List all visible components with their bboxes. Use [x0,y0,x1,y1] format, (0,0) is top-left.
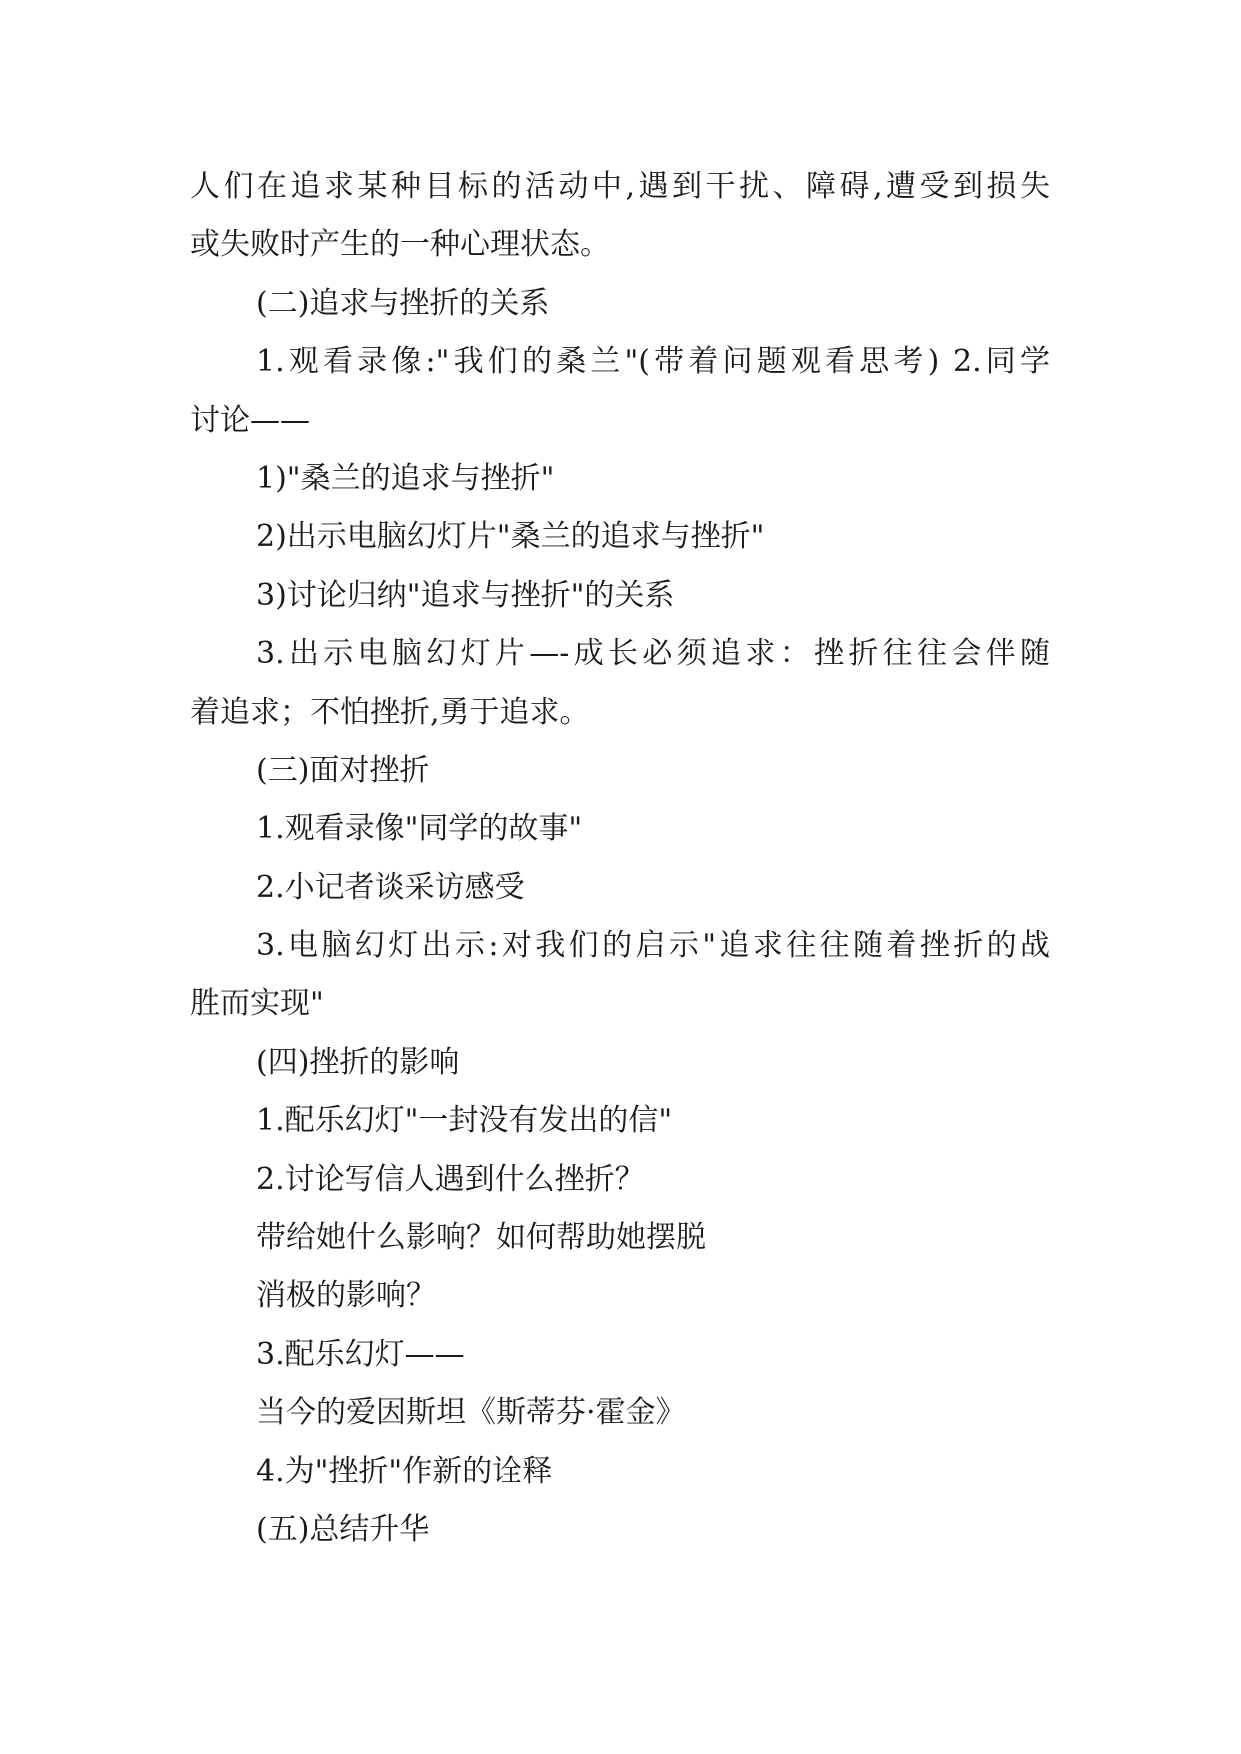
text-line: (三)面对挫折 [256,752,430,788]
text-line: 1)"桑兰的追求与挫折" [256,460,555,496]
text-line: 2.小记者谈采访感受 [256,869,525,905]
text-line: 人们在追求某种目标的活动中,遇到干扰、障碍,遭受到损失 [190,169,1050,204]
text-line: 着追求；不怕挫折,勇于追求。 [190,694,590,730]
text-line: 3.出示电脑幻灯片—-成长必须追求：挫折往往会伴随 [256,636,1050,672]
text-line: 2)出示电脑幻灯片"桑兰的追求与挫折" [256,519,765,555]
text-line: 3.配乐幻灯—— [256,1336,465,1372]
text-line: 3)讨论归纳"追求与挫折"的关系 [256,577,675,613]
text-line: 1.观看录像"同学的故事" [256,811,583,847]
text-line: 或失败时产生的一种心理状态。 [190,227,610,263]
document-body [190,158,1050,1559]
text-line: 当今的爱因斯坦《斯蒂芬·霍金》 [256,1395,686,1431]
text-line: 1.观看录像:"我们的桑兰"(带着问题观看思考) 2.同学 [256,344,1050,380]
text-line: 4.为"挫折"作新的诠释 [256,1453,553,1489]
text-line: (二)追求与挫折的关系 [256,285,550,321]
text-line: 讨论—— [190,402,310,438]
text-line: 3.电脑幻灯出示:对我们的启示"追求往往随着挫折的战 [256,928,1050,964]
text-line: 消极的影响？ [256,1278,436,1314]
text-line: 胜而实现" [190,986,324,1022]
text-line: 带给她什么影响？如何帮助她摆脱 [256,1220,706,1256]
text-line: (五)总结升华 [256,1511,430,1547]
text-line: 1.配乐幻灯"一封没有发出的信" [256,1103,673,1139]
text-line: 2.讨论写信人遇到什么挫折？ [256,1161,645,1197]
text-line: (四)挫折的影响 [256,1044,460,1080]
